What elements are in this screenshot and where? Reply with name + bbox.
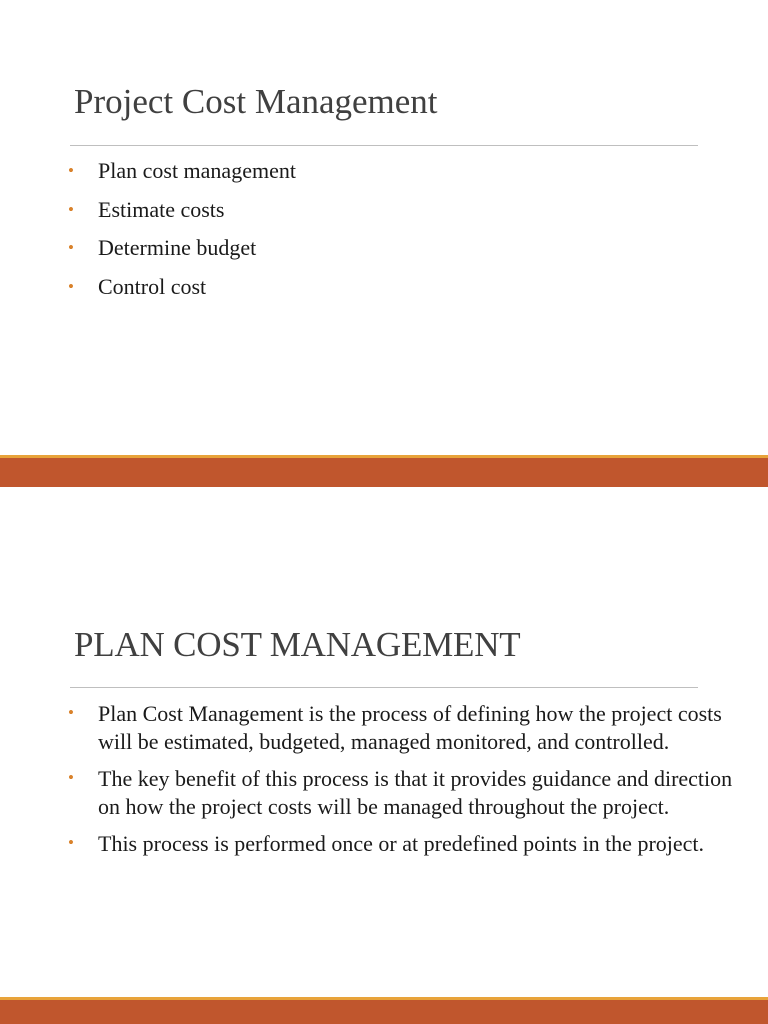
bullet-text: Plan cost management: [98, 158, 296, 183]
bullet-text: This process is performed once or at predefined points in the project.: [98, 831, 705, 856]
bullet-item: [0, 156, 296, 186]
title-divider: [70, 145, 698, 146]
bullet-item: [0, 765, 760, 821]
bullet-icon: •: [68, 161, 74, 180]
slide-title: PLAN COST MANAGEMENT: [74, 625, 521, 664]
bullet-icon: •: [68, 768, 74, 787]
bullet-icon: •: [68, 703, 74, 722]
bullet-item: [0, 700, 760, 756]
bullet-text: Plan Cost Management is the process of defining how the project costs will be estimated, budgeted, managed monitored, and controlled.: [98, 701, 722, 754]
slide-separator: [0, 997, 768, 1024]
bullet-item: [0, 233, 296, 263]
bullet-item: [0, 272, 296, 302]
bullet-list: [0, 156, 296, 310]
bullet-icon: •: [68, 238, 74, 258]
bullet-item: [0, 830, 760, 858]
bullet-item: [0, 195, 296, 225]
title-divider: [70, 687, 698, 688]
bullet-list: [0, 700, 760, 867]
bullet-icon: •: [68, 833, 74, 852]
separator-stripe-dark: [0, 458, 768, 487]
slide-2: [0, 487, 768, 997]
bullet-icon: •: [68, 199, 74, 219]
bullet-text: Estimate costs: [98, 196, 225, 222]
bullet-text: The key benefit of this process is that it provides guidance and direction on how the project costs will be managed throughout the project.: [98, 766, 733, 819]
slide-separator: [0, 455, 768, 487]
separator-stripe-dark: [0, 1000, 768, 1024]
bullet-icon: •: [68, 276, 74, 296]
bullet-text: Determine budget: [98, 235, 257, 261]
slide-title: Project Cost Management: [74, 82, 438, 121]
slide-1: [0, 0, 768, 455]
bullet-text: Control cost: [98, 273, 207, 299]
